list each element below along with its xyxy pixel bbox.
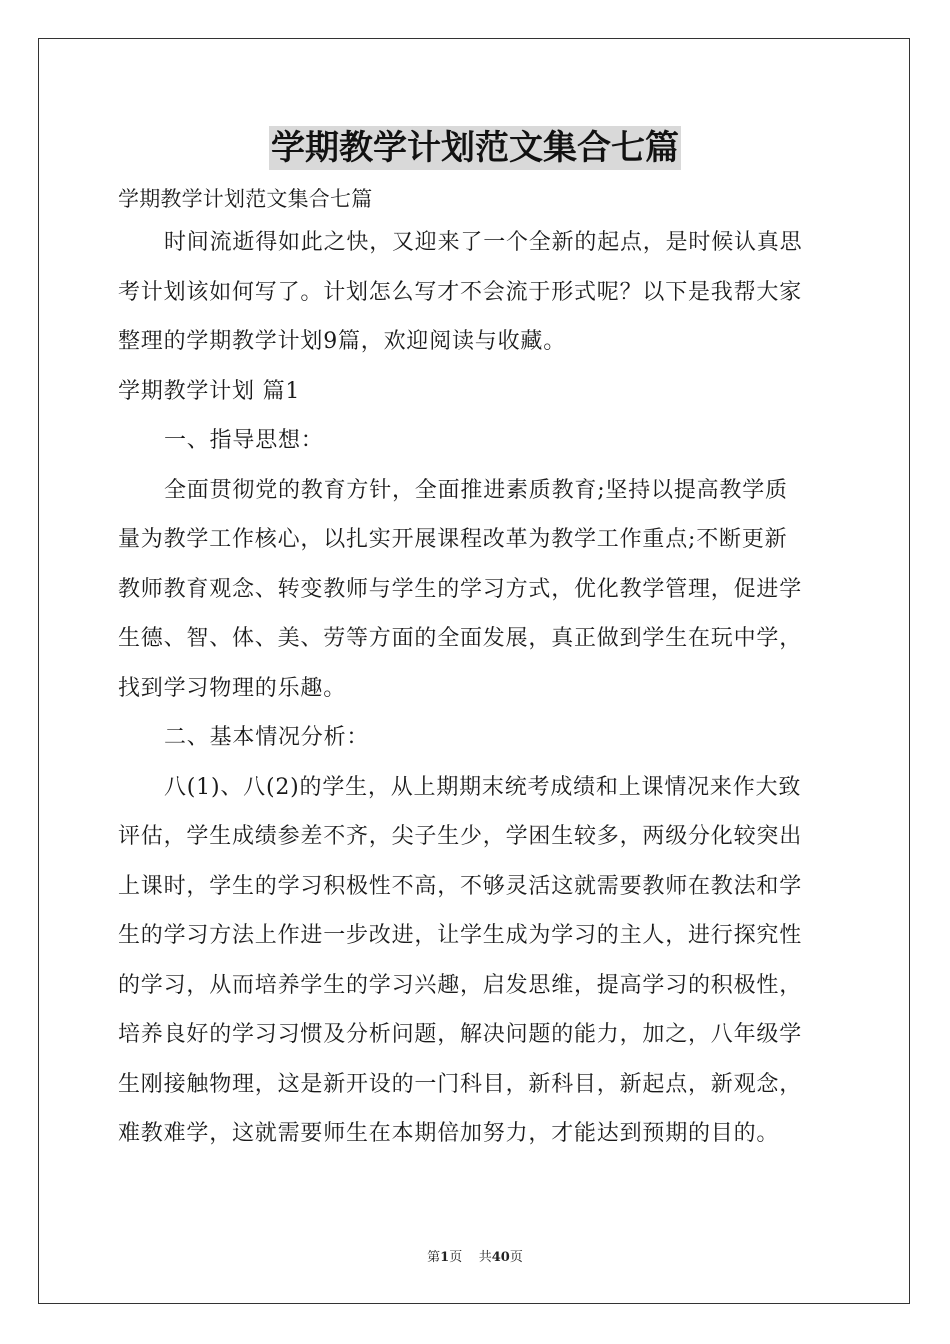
text-line: 难教难学，这就需要师生在本期倍加努力，才能达到预期的目的。	[118, 1121, 780, 1146]
text-line: 生德、智、体、美、劳等方面的全面发展，真正做到学生在玩中学，	[118, 626, 803, 651]
document-subtitle: 学期教学计划范文集合七篇	[118, 187, 373, 211]
document-body	[118, 178, 834, 1162]
text-line: 八(1)、八(2)的学生，从上期期末统考成绩和上课情况来作大致	[164, 774, 802, 800]
text-line: 的学习，从而培养学生的学习兴趣，启发思维，提高学习的积极性，	[118, 972, 803, 998]
page-footer	[0, 1246, 950, 1265]
title-container	[0, 126, 950, 170]
text-line: 培养良好的学习习惯及分析问题，解决问题的能力，加之，八年级学	[118, 1022, 803, 1047]
text-line: 生刚接触物理，这是新开设的一门科目，新科目，新起点，新观念，	[118, 1071, 803, 1097]
text-line: 找到学习物理的乐趣。	[118, 675, 347, 701]
page-suffix: 页	[449, 1250, 463, 1265]
text-line: 时间流逝得如此之快，又迎来了一个全新的起点，是时候认真思	[164, 230, 803, 255]
text-line: 生的学习方法上作进一步改进，让学生成为学习的主人，进行探究性	[118, 923, 803, 948]
text-line: 二、基本情况分析：	[164, 725, 370, 750]
text-line: 教师教育观念、转变教师与学生的学习方式，优化教学管理，促进学	[118, 576, 803, 602]
total-prefix: 共	[478, 1250, 492, 1265]
document-title: 学期教学计划范文集合七篇	[271, 128, 679, 168]
text-line: 评估，学生成绩参差不齐，尖子生少，学困生较多，两级分化较突出	[118, 824, 803, 849]
text-line: 一、指导思想：	[164, 428, 324, 453]
page-number: 1	[440, 1250, 450, 1265]
total-pages: 40	[491, 1250, 510, 1265]
text-line: 量为教学工作核心，以扎实开展课程改革为教学工作重点;不断更新	[118, 527, 788, 552]
text-line: 上课时，学生的学习积极性不高，不够灵活这就需要教师在教法和学	[118, 873, 803, 899]
text-line: 考计划该如何写了。计划怎么写才不会流于形式呢？以下是我帮大家	[118, 279, 803, 305]
text-line: 全面贯彻党的教育方针，全面推进素质教育;坚持以提高教学质	[164, 477, 788, 503]
text-line: 整理的学期教学计划9篇，欢迎阅读与收藏。	[118, 329, 566, 354]
total-suffix: 页	[509, 1250, 523, 1265]
text-line: 学期教学计划 篇1	[118, 378, 301, 404]
page-prefix: 第	[427, 1250, 441, 1265]
